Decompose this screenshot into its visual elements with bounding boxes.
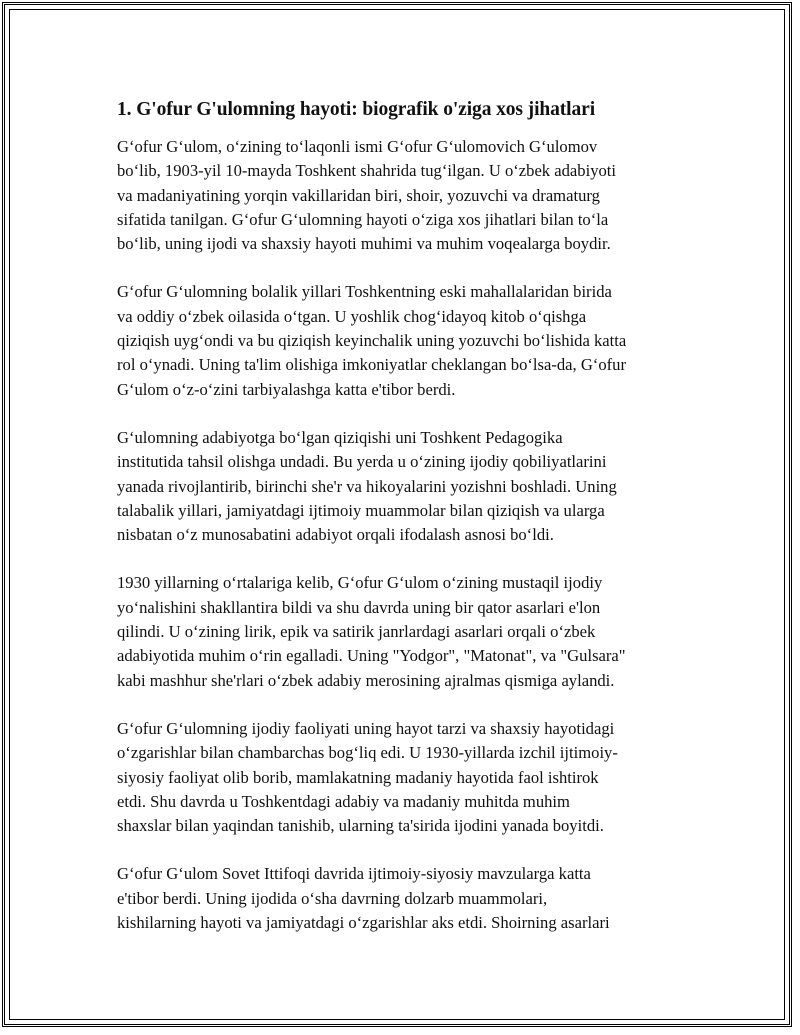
paragraph: 1930 yillarning oʻrtalariga kelib, Gʻofur Gʻulom oʻzining mustaqil ijodiy yoʻnalishini shakllantira bildi va shu davrda uning bir qator asarlari e'lon qilindi. U oʻzining lirik, epik va satirik janrlardagi asarlari orqali oʻzbek adabiyotida muhim oʻrin egalladi. Uning "Yodgor", "Matonat", va "Gulsara" kabi mashhur she'rlari oʻzbek adabiy merosining ajralmas qismiga aylandi. [117, 573, 626, 690]
paragraph: Gʻulomning adabiyotga boʻlgan qiziqishi uni Toshkent Pedagogika institutida tahsil olishga undadi. Bu yerda u oʻzining ijodiy qobiliyatlarini yanada rivojlantirib, birinchi she'r va hikoyalarini yozishni boshladi. Uning talabalik yillari, jamiyatdagi ijtimoiy muammolar bilan qiziqish va ularga nisbatan oʻz munosabatini adabiyot orqali ifodalash asnosi boʻldi. [117, 427, 617, 545]
section-heading: 1. G'ofur G'ulomning hayoti: biografik o'ziga xos jihatlari [117, 99, 596, 120]
paragraph: Gʻofur Gʻulomning ijodiy faoliyati uning hayot tarzi va shaxsiy hayotidagi oʻzgarishlar bilan chambarchas bogʻliq edi. U 1930-yillarda izchil ijtimoiy- siyosiy faoliyat olib borib, mamlakatning madaniy hayotida faol ishtirok etdi. Shu davrda u Toshkentdagi adabiy va madaniy muhitda muhim shaxslar bilan yaqindan tanishib, ularning ta'sirida ijodini yanada boyitdi. [117, 718, 618, 836]
paragraphs [117, 135, 677, 935]
paragraph: Gʻofur Gʻulomning bolalik yillari Toshkentning eski mahallalaridan birida va oddiy oʻzbek oilasida oʻtgan. U yoshlik chogʻidayoq kitob oʻqishga qiziqish uygʻondi va bu qiziqish keyinchalik uning yozuvchi boʻlishida katta rol oʻynadi. Uning ta'lim olishiga imkoniyatlar cheklangan boʻlsa-da, Gʻofur Gʻulom oʻz-oʻzini tarbiyalashga katta e'tibor berdi. [117, 282, 627, 399]
paragraph: Gʻofur Gʻulom Sovet Ittifoqi davrida ijtimoiy-siyosiy mavzularga katta e'tibor berdi. Uning ijodida oʻsha davrning dolzarb muammolari, kishilarning hayoti va jamiyatdagi oʻzgarishlar aks etdi. Shoirning asarlari [117, 864, 610, 933]
document-content [117, 97, 677, 959]
paragraph: Gʻofur Gʻulom, oʻzining toʻlaqonli ismi Gʻofur Gʻulomovich Gʻulomov boʻlib, 1903-yil 10-mayda Toshkent shahrida tugʻilgan. U oʻzbek adabiyoti va madaniyatining yorqin vakillaridan biri, shoir, yozuvchi va dramaturg sifatida tanilgan. Gʻofur Gʻulomning hayoti oʻziga xos jihatlari bilan toʻla boʻlib, uning ijodi va shaxsiy hayoti muhimi va muhim voqealarga boydir. [117, 137, 617, 254]
document-page [2, 2, 792, 1027]
